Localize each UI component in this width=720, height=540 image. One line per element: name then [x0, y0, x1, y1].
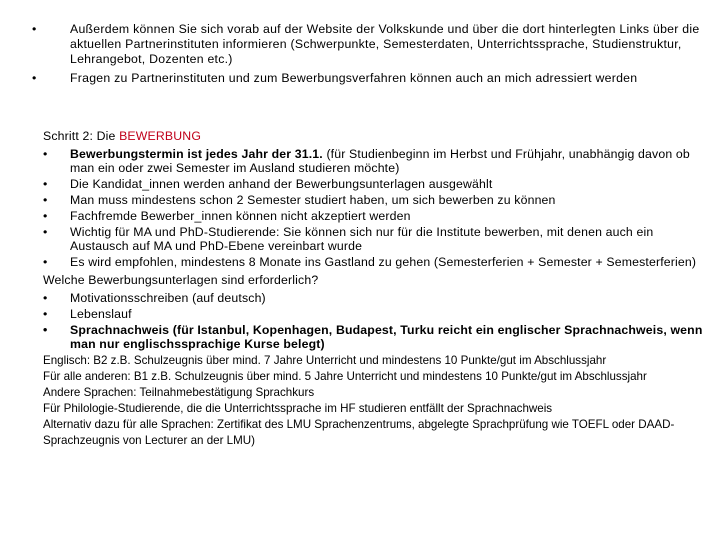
note-alternativ: Alternativ dazu für alle Sprachen: Zertifikat des LMU Sprachenzentrums, abgelegte Sprachprüfung wie TOEFL oder DAAD-Sprachzeugnis von Lecturer an der LMU)	[43, 418, 675, 447]
step2-bullet-text: Fachfremde Bewerber_innen können nicht akzeptiert werden	[70, 209, 411, 223]
step2-heading	[43, 127, 703, 145]
bullet-marker: •	[32, 71, 37, 85]
intro-bullet-item	[0, 22, 720, 67]
documents-item-text: Lebenslauf	[70, 307, 132, 321]
bullet-marker: •	[43, 147, 48, 161]
step2-section	[43, 127, 703, 449]
intro-bullet-item	[0, 71, 720, 86]
bullet-marker: •	[43, 291, 48, 305]
step2-bullet-bold: Bewerbungstermin ist jedes Jahr der 31.1.	[70, 147, 323, 161]
documents-question: Welche Bewerbungsunterlagen sind erforderlich?	[43, 273, 319, 287]
language-notes	[43, 353, 703, 449]
step2-bullet-item	[43, 255, 703, 269]
intro-bullet-text: Fragen zu Partnerinstituten und zum Bewerbungsverfahren können auch an mich adressiert werden	[70, 71, 638, 85]
bullet-marker: •	[32, 22, 37, 36]
step2-bullet-item	[43, 225, 703, 253]
note-english: Englisch: B2 z.B. Schulzeugnis über mind. 7 Jahre Unterricht und mindestens 10 Punkte/gut im Abschlussjahr	[43, 354, 607, 367]
bullet-marker: •	[43, 177, 48, 191]
step2-bullet-list	[43, 147, 703, 269]
documents-bullet-item	[43, 291, 703, 305]
bullet-marker: •	[43, 255, 48, 269]
step2-bullet-item	[43, 177, 703, 191]
documents-item-text: Motivationsschreiben (auf deutsch)	[70, 291, 266, 305]
documents-bullet-item	[43, 323, 703, 351]
step2-bullet-item	[43, 193, 703, 207]
bullet-marker: •	[43, 225, 48, 239]
documents-bullet-list	[43, 291, 703, 351]
note-other-languages: Für alle anderen: B1 z.B. Schulzeugnis über mind. 5 Jahre Unterricht und mindestens 10 Punkte/gut im Abschlussjahr	[43, 370, 647, 383]
bullet-marker: •	[43, 209, 48, 223]
step2-heading-highlight: BEWERBUNG	[119, 129, 202, 143]
step2-bullet-item	[43, 209, 703, 223]
step2-bullet-item	[43, 147, 703, 175]
documents-item-text: Sprachnachweis (für Istanbul, Kopenhagen, Budapest, Turku reicht ein englischer Sprachnachweis, wenn man nur englischssprachige Kurse belegt)	[70, 323, 703, 351]
bullet-marker: •	[43, 323, 48, 337]
step2-bullet-text: (für Studienbeginn im Herbst und Frühjahr, unabhängig davon ob man ein oder zwei Semester im Ausland studieren möchte)	[70, 147, 690, 175]
step2-heading-prefix: Schritt 2: Die	[43, 129, 120, 143]
step2-bullet-text: Es wird empfohlen, mindestens 8 Monate ins Gastland zu gehen (Semesterferien + Semester + Semesterferien)	[70, 255, 697, 269]
note-andere-sprachen: Andere Sprachen: Teilnahmebestätigung Sprachkurs	[43, 386, 315, 399]
bullet-marker: •	[43, 193, 48, 207]
documents-bullet-item	[43, 307, 703, 321]
intro-bullet-list	[0, 22, 720, 86]
step2-bullet-text: Die Kandidat_innen werden anhand der Bewerbungsunterlagen ausgewählt	[70, 177, 493, 191]
step2-bullet-text: Man muss mindestens schon 2 Semester studiert haben, um sich bewerben zu können	[70, 193, 556, 207]
intro-bullet-text: Außerdem können Sie sich vorab auf der Website der Volkskunde und über die dort hinterlegten Links über die aktuellen Partnerinstituten informieren (Schwerpunkte, Semesterdaten, Unterrichtssprache, Studienstruktur, Lehrangebot, Dozenten etc.)	[70, 22, 700, 66]
step2-bullet-text: Wichtig für MA und PhD-Studierende: Sie können sich nur für die Institute bewerben, mit denen auch ein Austausch auf MA und PhD-Ebene vereinbart wurde	[70, 225, 654, 253]
bullet-marker: •	[43, 307, 48, 321]
note-philologie: Für Philologie-Studierende, die die Unterrichtssprache im HF studieren entfällt der Sprachnachweis	[43, 402, 553, 415]
